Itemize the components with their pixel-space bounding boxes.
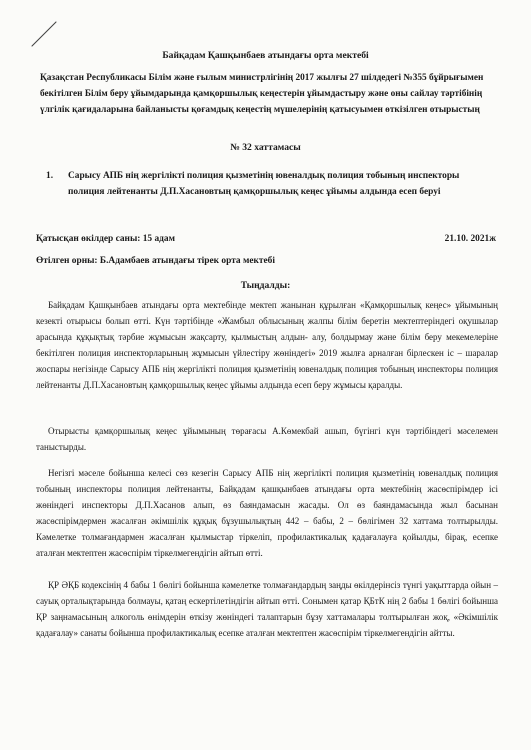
agenda-item bbox=[46, 168, 496, 200]
attendance-count: Қатысқан өкілдер саны: 15 адам bbox=[36, 234, 175, 244]
meeting-venue: Өтілген орны: Б.Адамбаев атындағы тірек орта мектебі bbox=[36, 256, 275, 266]
agenda-number: 1. bbox=[46, 171, 54, 181]
body-paragraph-3: Негізгі мәселе бойынша келесі сөз кезегін Сарысу АПБ нің жергілікті полиция қызметінің ювеналдық полиция тобының инспекторы полиция лейтенанты, Байқадам қашқынбаев атындағы орта мектебінің жасөспірімдер ісі жөніндегі инспекторы Д.П.Хасанов алып, өз баяндамасын жасады. Ол өз баяндамасында жыл басынан жасөспірімдермен жасалған әкімшілік құқық бұзушылықтың 442 – бабы, 2 – бөлігімен 32 хаттама толтырылды. Кәмелетке толмағандармен жасалған қылмыстар тіркеліп, профилактикалық қадағалауға қойылды, бірақ, есепке аталған мектептен жасөспірім тіркелмегендігін айтып өтті. bbox=[36, 468, 498, 558]
body-paragraph-4: ҚР ӘҚБ кодексінің 4 бабы 1 бөлігі бойынша кәмелетке толмағандардың заңды өкілдерінсіз түнгі уақыттарда ойын –сауық орталықтарында болмауы, қатаң ескертілетіндігін айтып өтті. Сонымен қатар ҚБтК нің 2 бабы 1 бөлігі бойынша ҚР заңнамасының алкоголь өнімдерін өткізу жөніндегі талаптарын бұзу хаттамалары толтырылған жоқ, «Әкімшілік қадағалау» санаты бойынша профилактикалық есепке аталған мектептен жасөспірім тіркелмегендігін айтты. bbox=[36, 580, 498, 638]
body-paragraph-2: Отырысты қамқоршылық кеңес ұйымының төрағасы А.Көмекбай ашып, бүгінгі күн тәртібіндегі мәселемен таныстырды. bbox=[36, 426, 498, 452]
body-paragraph-1: Байқадам Қашқынбаев атындағы орта мектебінде мектеп жанынан құрылған «Қамқоршылық кеңес» ұйымының кезекті отырысы болып өтті. Күн тәртібінде «Жамбыл облысының жалпы білім беретін мектептеріндегі оқушылар арасында құқықтық тәрбие жұмысын жақсарту, қылмыстың алдын- алу, болдырмау және білім беру мекемелеріне бекітілген полиция инспекторларының жұмысын үйлестіру жөніндегі» 2019 жылға арналған бірлескен іс – шаралар жоспары негізінде Сарысу АПБ нің жергілікті полиция қызметінің ювеналдық полиция тобының инспекторы полиция лейтенанты Д.П.Хасановтың қамқоршылық кеңес ұйымы алдында есеп беру жұмысы қаралды. bbox=[36, 300, 498, 390]
meeting-header: Қазақстан Республикасы Білім және ғылым министрлігінің 2017 жылғы 27 шілдедегі №355 бұйрығымен бекітілген Білім беру ұйымдарында қамқоршылық кеңестерін ұйымдастыру және оны сайлау тәртібінің үлгілік қағидаларына байланысты қоғамдық кеңестің мүшелерінің қатысуымен өткізілген отырыстың bbox=[40, 73, 484, 116]
attendance-row bbox=[36, 234, 496, 244]
listened-heading: Тыңдалды: bbox=[240, 280, 291, 291]
meeting-date: 21.10. 2021ж bbox=[444, 234, 496, 244]
agenda-text: Сарысу АПБ нің жергілікті полиция қызметінің ювеналдық полиция тобының инспекторы полиция лейтенанты Д.П.Хасановтың қамқоршылық кеңес ұйымы алдында есеп беруі bbox=[68, 171, 460, 198]
pen-stroke-mark bbox=[22, 10, 62, 50]
school-title: Байқадам Қашқынбаев атындағы орта мектебі bbox=[162, 50, 369, 61]
protocol-number: № 32 хаттамасы bbox=[230, 142, 301, 153]
